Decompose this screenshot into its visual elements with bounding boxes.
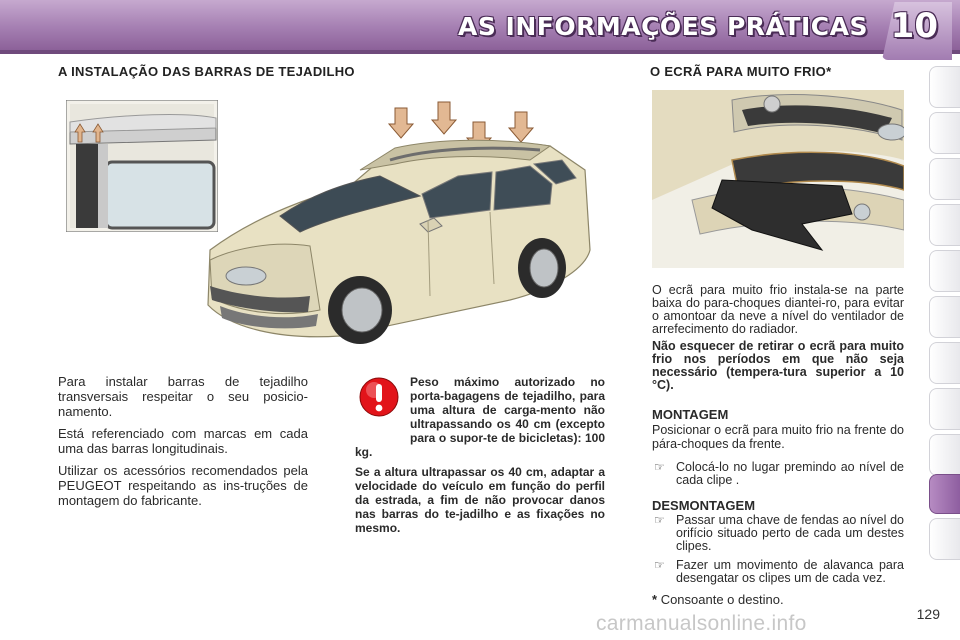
cold-screen-bumper-illustration [652, 90, 904, 268]
desmontagem-step [652, 559, 904, 585]
pointing-hand-icon: ☞ [654, 513, 665, 527]
roof-bars-body-text [58, 374, 308, 515]
cold-screen-body-text [652, 284, 904, 591]
montagem-text: Posicionar o ecrã para muito frio na frente do pára-choques da frente. [652, 423, 904, 451]
index-tab[interactable] [929, 204, 960, 246]
side-index-tabs [926, 66, 960, 582]
chapter-title: AS INFORMAÇÕES PRÁTICAS [457, 12, 868, 41]
roof-load-warning [355, 375, 605, 541]
cold-screen-title: O ECRÃ PARA MUITO FRIO* [650, 64, 832, 79]
paragraph: Para instalar barras de tejadilho transversais respeitar o seu posicio-namento. [58, 374, 308, 419]
header-stripe [0, 50, 960, 54]
warning-text-1: Peso máximo autorizado no porta-bagagens de tejadilho, para uma altura de carga-mento não ultrapassando os 40 cm (excepto para o supor-te de bicicletas): 100 kg. [355, 375, 605, 459]
desmontagem-step-text: Passar uma chave de fendas ao nível do orifício situado perto de cada um destes clipes. [676, 513, 904, 553]
paragraph: Está referenciado com marcas em cada uma das barras longitudinais. [58, 426, 308, 456]
index-tab[interactable] [929, 66, 960, 108]
icon-spacer [355, 375, 410, 433]
warning-paragraph: Se a altura ultrapassar os 40 cm, adaptar a velocidade do veículo em função do perfil da estrada, a fim de não provocar danos nas barras do te-jadilho e as fixações no mesmo. [355, 465, 605, 535]
watermark: carmanualsonline.info [596, 612, 807, 635]
paragraph: Utilizar os acessórios recomendados pela PEUGEOT respeitando as ins-truções de montagem do fabricante. [58, 463, 308, 508]
warning-paragraph [355, 375, 605, 459]
desmontagem-heading: DESMONTAGEM [652, 498, 756, 513]
page-number: 129 [916, 606, 940, 622]
desmontagem-step [652, 514, 904, 553]
index-tab-active[interactable] [929, 474, 960, 514]
chapter-number: 10 [890, 6, 938, 46]
footnote [652, 592, 902, 607]
montagem-step [652, 461, 904, 487]
montagem-heading: MONTAGEM [652, 407, 729, 422]
pointing-hand-icon: ☞ [654, 460, 665, 474]
index-tab[interactable] [929, 388, 960, 430]
montagem-step-text: Colocá-lo no lugar premindo ao nível de cada clipe . [676, 460, 904, 487]
reminder-paragraph: Não esquecer de retirar o ecrã para muito frio nos períodos em que não seja necessário (tempera-tura superior a 10 °C). [652, 339, 904, 392]
index-tab[interactable] [929, 518, 960, 560]
index-tab[interactable] [929, 296, 960, 338]
index-tab[interactable] [929, 342, 960, 384]
desmontagem-step-text: Fazer um movimento de alavanca para desengatar os clipes um de cada vez. [676, 558, 904, 585]
index-tab[interactable] [929, 250, 960, 292]
index-tab[interactable] [929, 434, 960, 476]
footnote-text: Consoante o destino. [660, 592, 784, 607]
intro-paragraph: O ecrã para muito frio instala-se na parte baixa do para-choques diantei-ro, para evitar o amontoar da neve a nível do ventilador de arrefecimento do radiador. [652, 283, 904, 336]
footnote-mark: * [652, 592, 658, 607]
index-tab[interactable] [929, 112, 960, 154]
roof-bars-title: A INSTALAÇÃO DAS BARRAS DE TEJADILHO [58, 64, 355, 79]
pointing-hand-icon: ☞ [654, 558, 665, 572]
index-tab[interactable] [929, 158, 960, 200]
car-roof-bars-illustration [190, 100, 600, 362]
